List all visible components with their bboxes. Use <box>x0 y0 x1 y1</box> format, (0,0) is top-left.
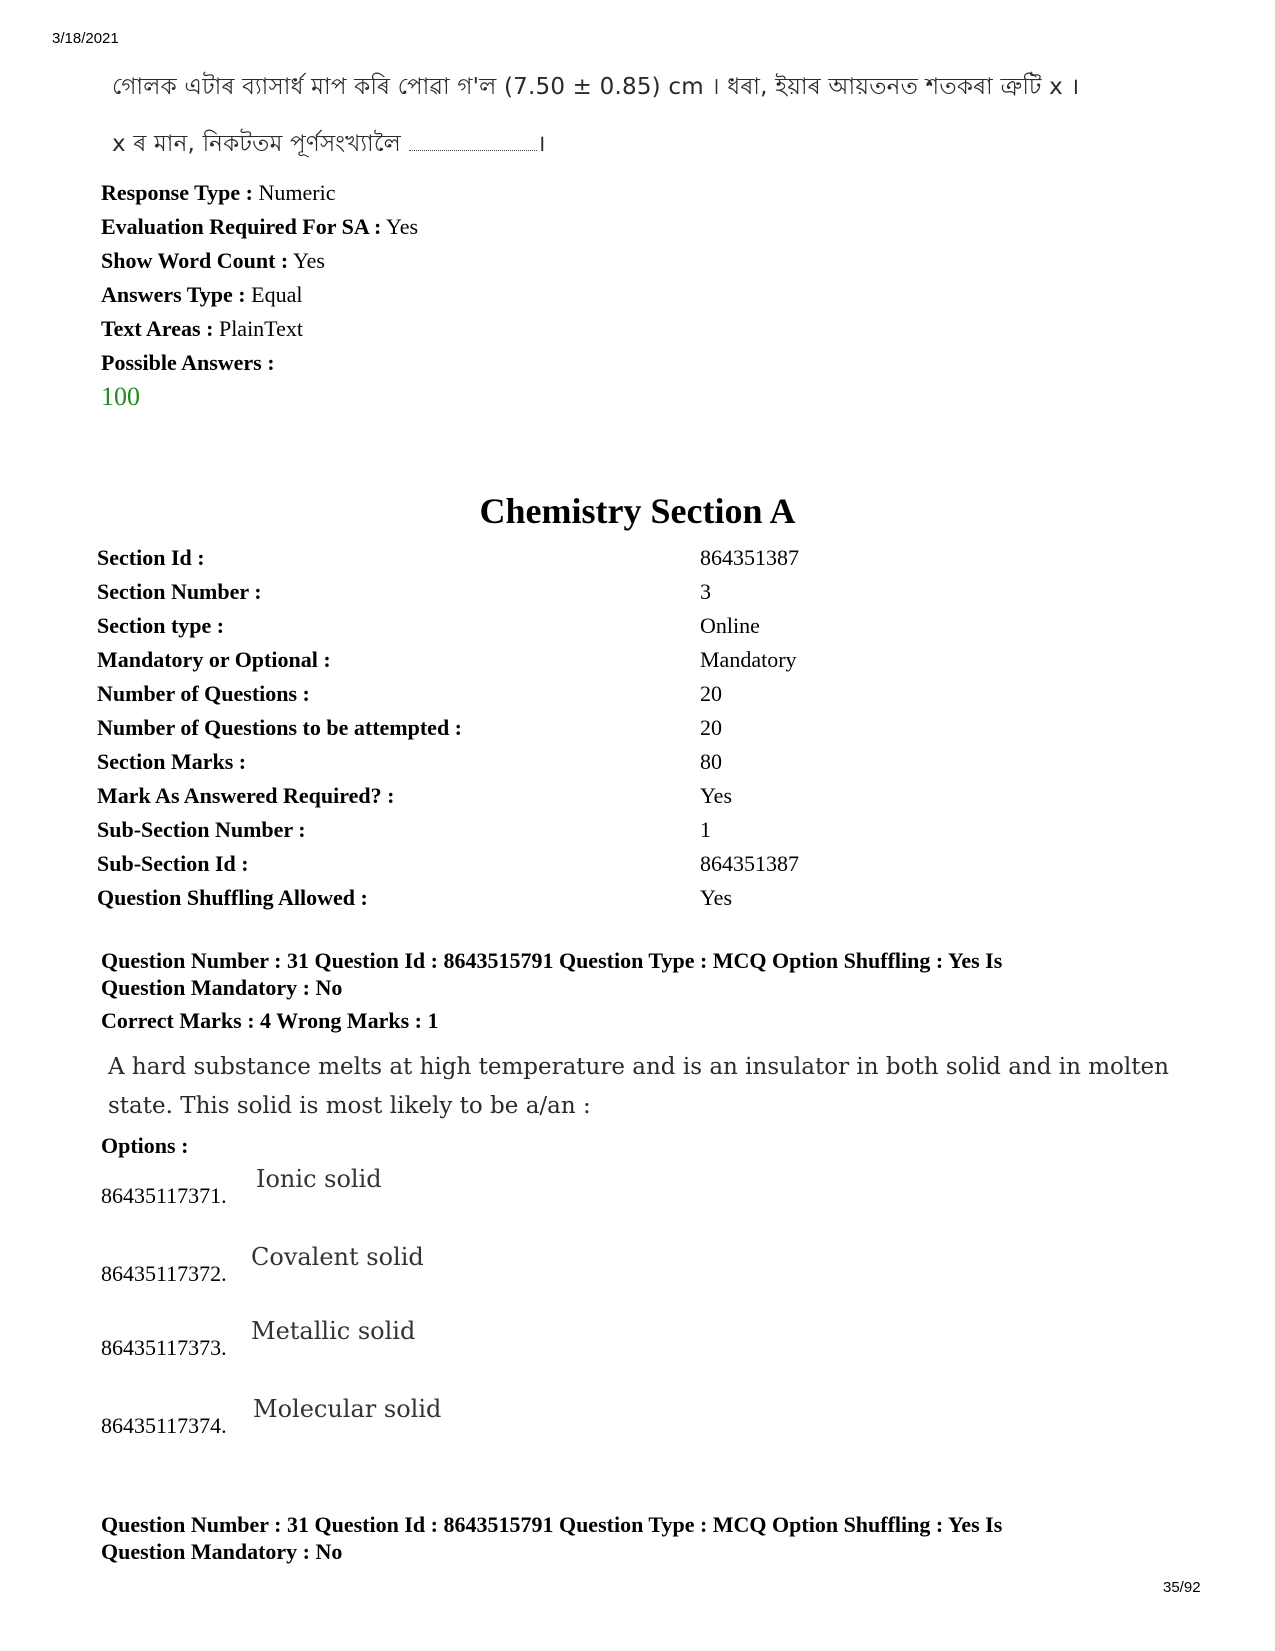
question-text-line-2: state. This solid is most likely to be a/an : <box>108 1093 591 1119</box>
meta-label: Evaluation Required For SA : <box>101 214 382 239</box>
prev-question-line-2 <box>112 125 546 164</box>
section-row <box>0 779 1275 813</box>
option-text: Metallic solid <box>251 1317 416 1345</box>
row-label: Sub-Section Id : <box>97 851 249 876</box>
section-row <box>0 881 1275 915</box>
option-text: Covalent solid <box>251 1243 424 1271</box>
prev-question-line-2-end: । <box>536 131 546 157</box>
row-value: 20 <box>700 715 722 740</box>
question-header-line-1: Question Number : 31 Question Id : 8643515791 Question Type : MCQ Option Shuffling : Yes Is <box>101 948 1003 973</box>
meta-row <box>101 312 418 346</box>
row-value: 864351387 <box>700 851 799 876</box>
row-label: Section Number : <box>97 579 262 604</box>
section-row <box>0 677 1275 711</box>
row-value: Online <box>700 613 760 638</box>
option-text: Molecular solid <box>253 1395 442 1423</box>
row-label: Section Marks : <box>97 749 247 774</box>
section-row <box>0 609 1275 643</box>
meta-label: Response Type : <box>101 180 253 205</box>
row-value: 1 <box>700 817 711 842</box>
meta-value: Yes <box>292 248 325 273</box>
meta-label: Show Word Count : <box>101 248 289 273</box>
section-title: Chemistry Section A <box>479 491 796 531</box>
meta-value: Equal <box>251 282 303 307</box>
row-value: Mandatory <box>700 647 797 672</box>
question-header <box>101 1511 1002 1565</box>
meta-row <box>101 176 418 210</box>
option-id: 86435117374. <box>101 1413 227 1438</box>
question-text-line-1: A hard substance melts at high temperature and is an insulator in both solid and in molten <box>108 1054 1169 1080</box>
row-label: Sub-Section Number : <box>97 817 306 842</box>
row-value: Yes <box>700 885 733 910</box>
row-label: Section type : <box>97 613 225 638</box>
row-label: Number of Questions : <box>97 681 310 706</box>
option-text: Ionic solid <box>256 1165 382 1193</box>
section-row <box>0 813 1275 847</box>
meta-row <box>101 346 418 380</box>
meta-label: Text Areas : <box>101 316 214 341</box>
option-id: 86435117373. <box>101 1335 227 1360</box>
row-label: Number of Questions to be attempted : <box>97 715 463 740</box>
page-number: 35/92 <box>1163 1579 1201 1596</box>
section-info-table <box>0 541 1275 915</box>
prev-question-line-2-text: x ৰ মান, নিকটতম পূৰ্ণসংখ্যালৈ <box>112 131 401 157</box>
question-header-line-2: Question Mandatory : No <box>101 975 343 1000</box>
section-row <box>0 575 1275 609</box>
print-date: 3/18/2021 <box>52 30 119 47</box>
possible-answer: 100 <box>101 382 140 411</box>
question-text <box>108 1048 1169 1126</box>
section-row <box>0 745 1275 779</box>
meta-value: Yes <box>386 214 419 239</box>
option-id: 86435117371. <box>101 1183 227 1208</box>
section-row <box>0 711 1275 745</box>
row-label: Mark As Answered Required? : <box>97 783 395 808</box>
row-value: Yes <box>700 783 733 808</box>
row-value: 3 <box>700 579 711 604</box>
row-value: 80 <box>700 749 722 774</box>
prev-question-line-1: গোলক এটাৰ ব্যাসাৰ্ধ মাপ কৰি পোৱা গ'ল (7.50 ± 0.85) cm । ধৰা, ইয়াৰ আয়তনত শতকৰা ত্ৰুটি x । <box>112 74 1080 100</box>
meta-value: Numeric <box>258 180 336 205</box>
question-header <box>101 947 1002 1001</box>
row-value: 20 <box>700 681 722 706</box>
meta-row <box>101 210 418 244</box>
answer-blank <box>409 128 537 151</box>
meta-row <box>101 244 418 278</box>
meta-label: Possible Answers : <box>101 350 275 375</box>
option-id: 86435117372. <box>101 1261 227 1286</box>
row-value: 864351387 <box>700 545 799 570</box>
row-label: Section Id : <box>97 545 205 570</box>
section-row <box>0 541 1275 575</box>
meta-value: PlainText <box>218 316 303 341</box>
section-row <box>0 643 1275 677</box>
section-row <box>0 847 1275 881</box>
meta-row <box>101 278 418 312</box>
prev-question-meta <box>101 176 418 380</box>
question-header-line-1: Question Number : 31 Question Id : 8643515791 Question Type : MCQ Option Shuffling : Yes Is <box>101 1512 1003 1537</box>
meta-label: Answers Type : <box>101 282 246 307</box>
options-label: Options : <box>101 1133 189 1158</box>
row-label: Question Shuffling Allowed : <box>97 885 368 910</box>
question-marks: Correct Marks : 4 Wrong Marks : 1 <box>101 1008 439 1033</box>
row-label: Mandatory or Optional : <box>97 647 331 672</box>
question-header-line-2: Question Mandatory : No <box>101 1539 343 1564</box>
